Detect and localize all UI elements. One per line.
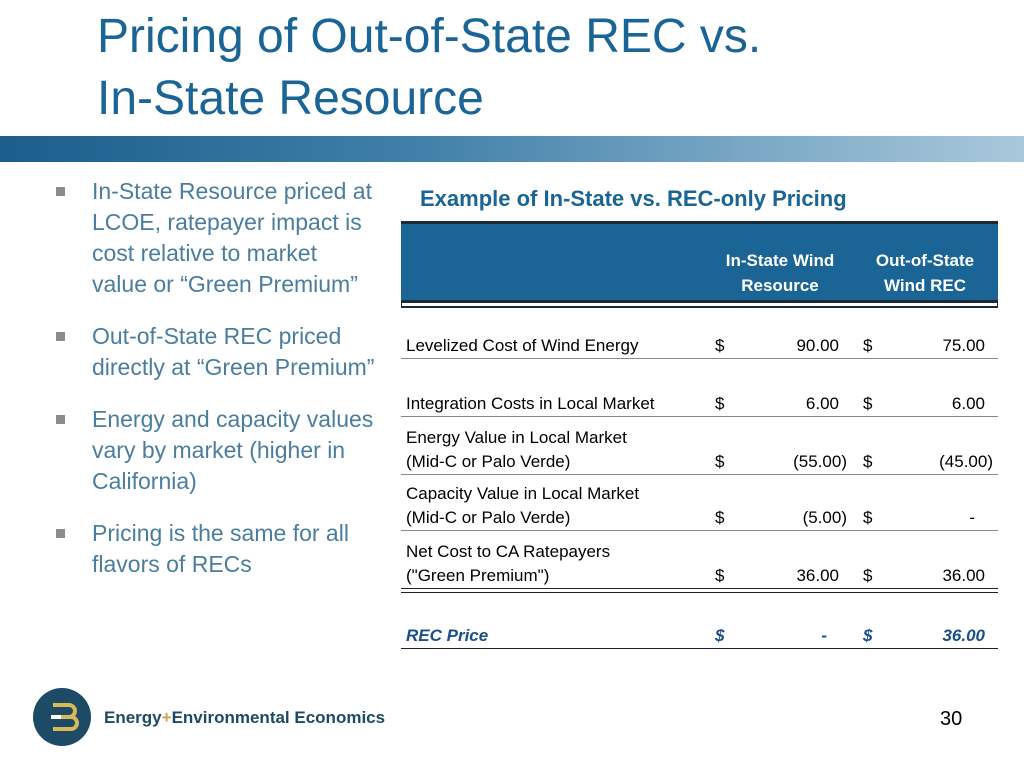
bullet-item	[48, 176, 378, 300]
row-divider	[401, 474, 998, 475]
in-state-value: (5.00)	[802, 508, 847, 527]
row-label-line-1: Capacity Value in Local Market	[406, 484, 640, 503]
bullet-item	[48, 321, 378, 383]
currency-symbol: $	[715, 394, 725, 413]
bullet-square-icon	[56, 529, 65, 538]
bullet-text: Out-of-State REC priced directly at “Green Premium”	[92, 323, 375, 380]
row-label-line-2: ("Green Premium")	[406, 566, 550, 585]
currency-symbol: $	[863, 452, 873, 471]
in-state-value: (55.00)	[793, 452, 847, 471]
currency-symbol: $	[863, 626, 873, 645]
page-number: 30	[940, 708, 963, 730]
row-divider	[401, 416, 998, 417]
total-divider	[401, 588, 998, 593]
table-header	[401, 221, 998, 303]
bullet-text: Energy and capacity values vary by market (higher in California)	[92, 406, 374, 494]
slide-title	[97, 6, 997, 130]
currency-symbol: $	[863, 508, 873, 527]
currency-symbol: $	[863, 566, 873, 585]
bullet-item	[48, 404, 378, 497]
bullet-text: Pricing is the same for all flavors of RECs	[92, 520, 349, 577]
row-label: Integration Costs in Local Market	[406, 394, 655, 413]
bullet-square-icon	[56, 415, 65, 424]
table-title: Example of In-State vs. REC-only Pricing	[420, 186, 847, 211]
bottom-divider	[401, 648, 998, 649]
company-name	[104, 708, 385, 728]
out-of-state-rec-price: 36.00	[942, 626, 985, 645]
currency-symbol: $	[715, 626, 725, 645]
row-divider	[401, 358, 998, 359]
header-out-of-state-rec	[857, 248, 993, 298]
in-state-rec-price: -	[821, 626, 827, 645]
e3-logo-icon	[33, 688, 91, 746]
row-label-line-1: Energy Value in Local Market	[406, 428, 627, 447]
bullet-item	[48, 518, 378, 580]
row-label-line-2: (Mid-C or Palo Verde)	[406, 508, 571, 527]
company-name-part: Environmental Economics	[171, 708, 386, 727]
currency-symbol: $	[715, 336, 725, 355]
company-name-plus: +	[161, 708, 172, 727]
header-in-state-line-2: Resource	[741, 276, 819, 295]
row-label-line-1: Net Cost to CA Ratepayers	[406, 542, 611, 561]
rec-price-label: REC Price	[406, 626, 489, 645]
bullet-square-icon	[56, 187, 65, 196]
header-out-of-state-line-2: Wind REC	[883, 276, 966, 295]
currency-symbol: $	[863, 336, 873, 355]
pricing-table	[401, 221, 998, 645]
bullet-text: In-State Resource priced at LCOE, ratepayer impact is cost relative to market value or “Green Premium”	[92, 178, 372, 297]
row-divider	[401, 530, 998, 531]
out-of-state-value: 36.00	[942, 566, 985, 585]
currency-symbol: $	[715, 452, 725, 471]
header-out-of-state-line-1: Out-of-State	[875, 251, 975, 270]
company-name-part: Energy	[104, 708, 162, 727]
out-of-state-value: (45.00)	[939, 452, 993, 471]
in-state-value: 36.00	[796, 566, 839, 585]
out-of-state-value: 75.00	[942, 336, 985, 355]
in-state-value: 6.00	[805, 394, 839, 413]
header-in-state-wind	[707, 248, 853, 298]
out-of-state-value: 6.00	[951, 394, 985, 413]
currency-symbol: $	[715, 566, 725, 585]
row-label: Levelized Cost of Wind Energy	[406, 336, 639, 355]
in-state-value: 90.00	[796, 336, 839, 355]
bullet-square-icon	[56, 332, 65, 341]
currency-symbol: $	[715, 508, 725, 527]
header-in-state-line-1: In-State Wind	[725, 251, 835, 270]
title-divider-band	[0, 136, 1024, 162]
row-label-line-2: (Mid-C or Palo Verde)	[406, 452, 571, 471]
slide-title-line-1: Pricing of Out-of-State REC vs.	[97, 10, 762, 63]
out-of-state-value: -	[969, 508, 975, 527]
slide-title-line-2: In-State Resource	[97, 72, 484, 125]
e3-logo-mark	[33, 688, 91, 746]
bullet-list	[48, 176, 378, 601]
currency-symbol: $	[863, 394, 873, 413]
